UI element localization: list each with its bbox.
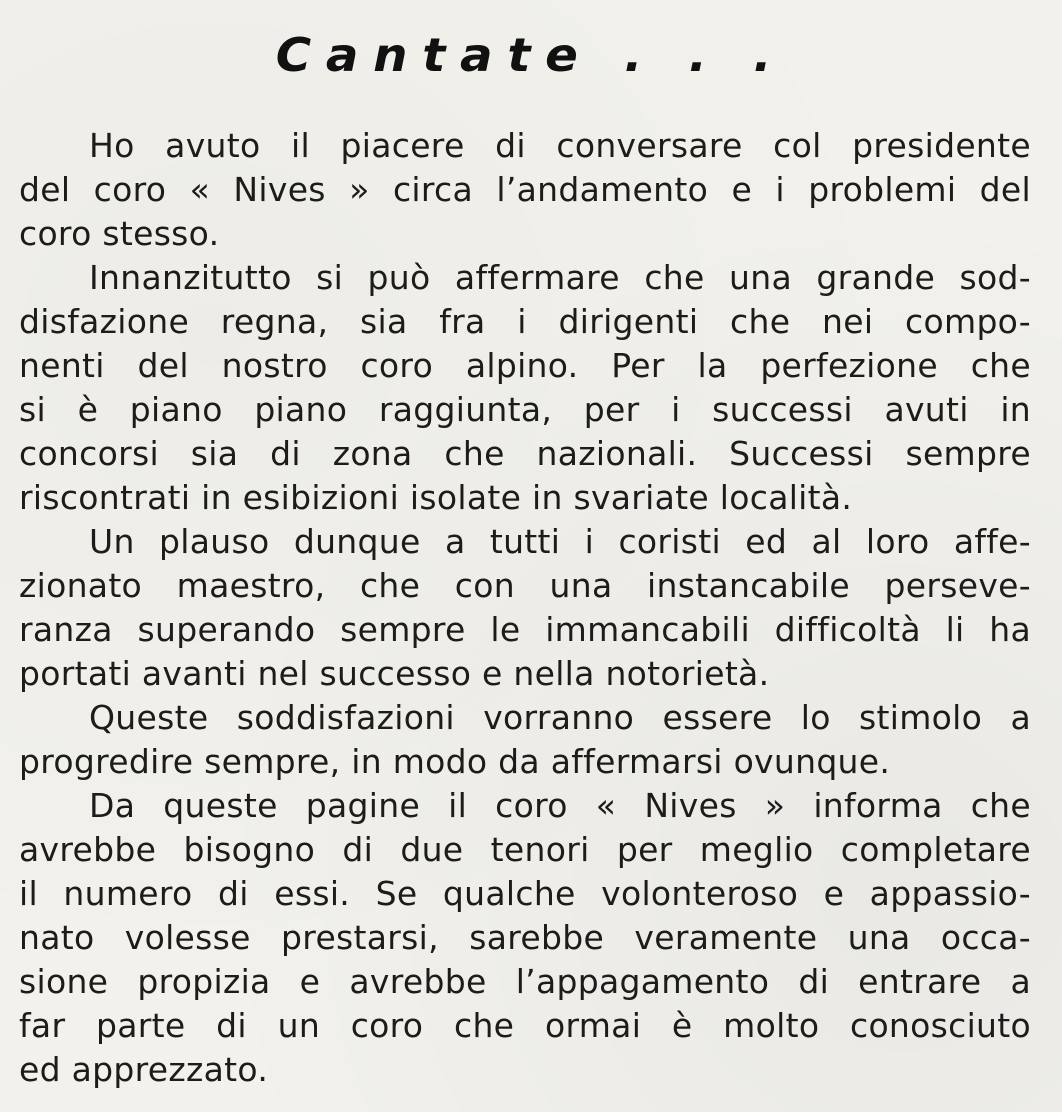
text-line: sione propizia e avrebbe l’appagamento di entrare a — [19, 962, 1031, 1001]
text-line: progredire sempre, in modo da affermarsi ovunque. — [19, 742, 891, 781]
text-line: riscontrati in esibizioni isolate in svariate località. — [19, 478, 853, 517]
text-line: Ho avuto il piacere di conversare col presidente — [89, 126, 1031, 165]
text-line: ranza superando sempre le immancabili difficoltà li ha — [19, 610, 1031, 649]
text-line: concorsi sia di zona che nazionali. Successi sempre — [19, 434, 1031, 473]
text-line: Innanzitutto si può affermare che una grande sod- — [89, 258, 1031, 297]
article-title: Cantate . . . — [275, 28, 787, 82]
text-line: coro stesso. — [19, 214, 220, 253]
article-body — [19, 124, 1031, 1092]
text-line: portati avanti nel successo e nella notorietà. — [19, 654, 770, 693]
text-line: disfazione regna, sia fra i dirigenti che nei compo- — [19, 302, 1031, 341]
text-line: del coro « Nives » circa l’andamento e i problemi del — [19, 170, 1031, 209]
text-line: nato volesse prestarsi, sarebbe veramente una occa- — [19, 918, 1031, 957]
text-line: nenti del nostro coro alpino. Per la perfezione che — [19, 346, 1031, 385]
text-line: Queste soddisfazioni vorranno essere lo stimolo a — [89, 698, 1031, 737]
text-line: si è piano piano raggiunta, per i successi avuti in — [19, 390, 1031, 429]
text-line: zionato maestro, che con una instancabile perseve- — [19, 566, 1031, 605]
text-line: il numero di essi. Se qualche volonteroso e appassio- — [19, 874, 1031, 913]
text-line: avrebbe bisogno di due tenori per meglio completare — [19, 830, 1031, 869]
text-line: Un plauso dunque a tutti i coristi ed al loro affe- — [89, 522, 1031, 561]
text-line: ed apprezzato. — [19, 1050, 269, 1089]
text-line: Da queste pagine il coro « Nives » informa che — [89, 786, 1031, 825]
text-line: far parte di un coro che ormai è molto conosciuto — [19, 1006, 1031, 1045]
